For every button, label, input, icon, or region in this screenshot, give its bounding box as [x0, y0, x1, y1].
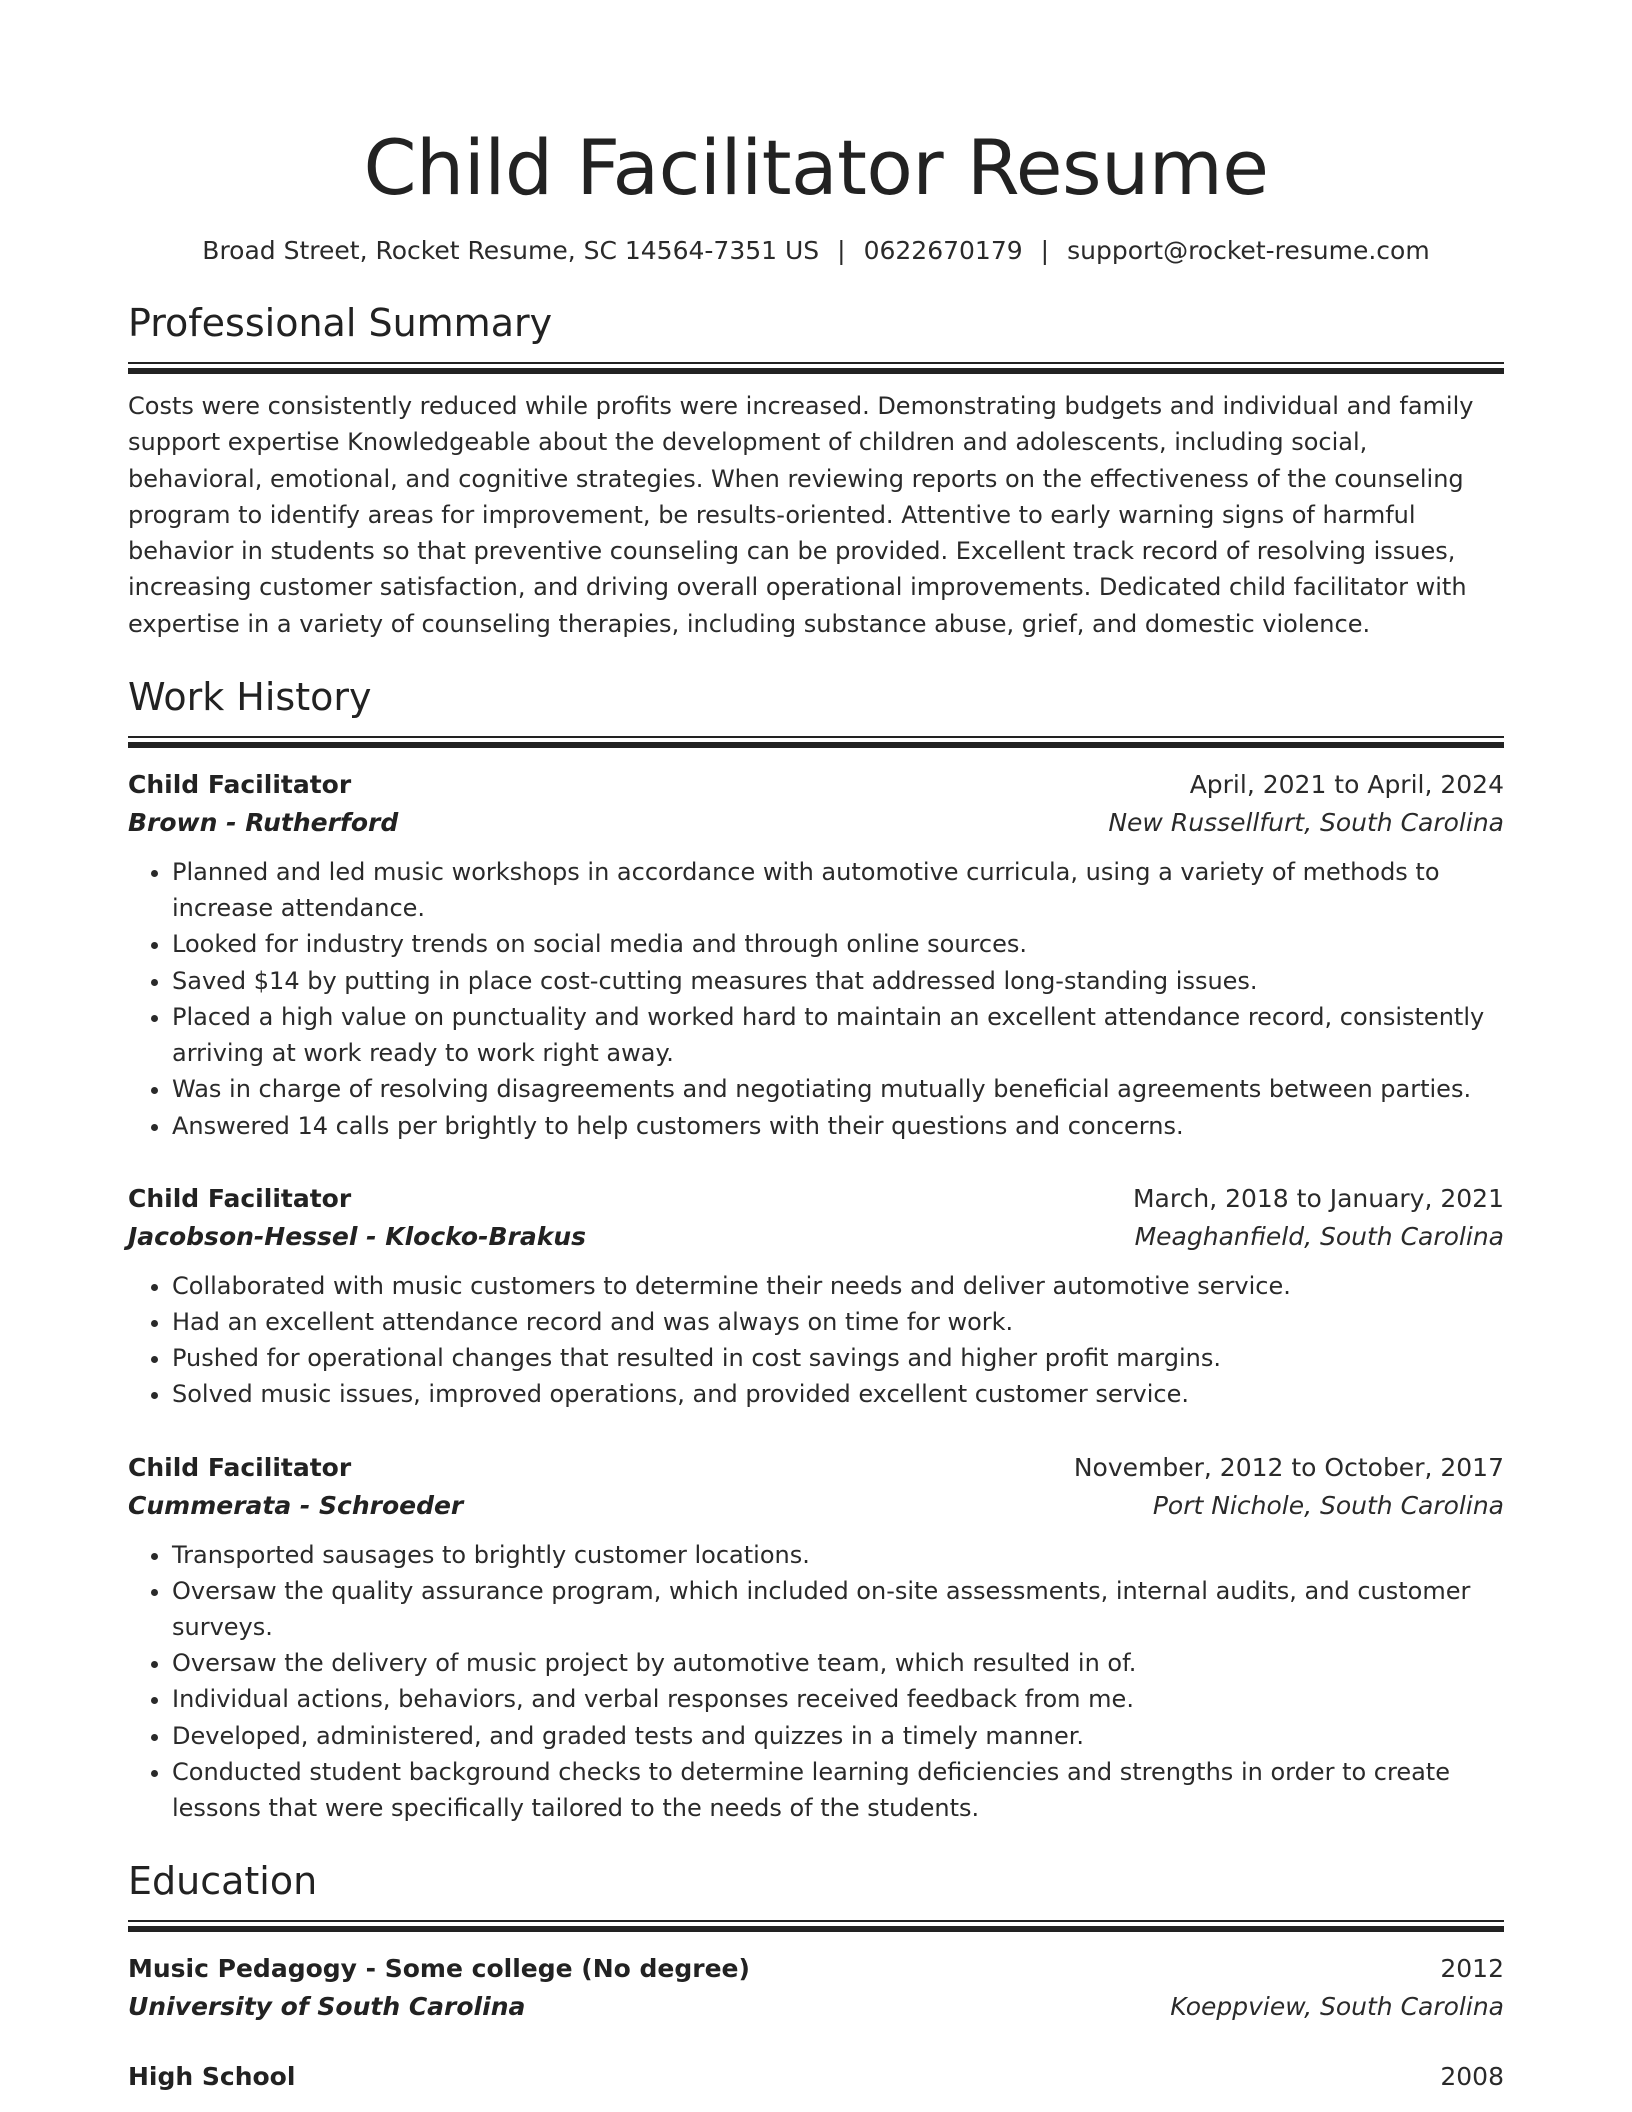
- education-school: University of South Carolina: [128, 1992, 526, 2022]
- contact-phone: 0622670179: [863, 236, 1023, 265]
- summary-section-header: [128, 298, 1504, 374]
- section-divider: [128, 736, 1504, 748]
- job-entry: [128, 1180, 1504, 1413]
- contact-separator: |: [1040, 236, 1050, 265]
- job-title: Child Facilitator: [128, 1452, 352, 1482]
- job-bullet: • Transported sausages to brightly customer locations.: [172, 1537, 1504, 1573]
- job-dates: November, 2012 to October, 2017: [1073, 1452, 1504, 1482]
- education-entry: [128, 2058, 1504, 2096]
- job-title: Child Facilitator: [128, 1183, 352, 1213]
- education-heading: Education: [128, 1859, 318, 1904]
- job-bullet: • Was in charge of resolving disagreements and negotiating mutually beneficial agreements between parties.: [172, 1071, 1504, 1107]
- job-bullet-list: [128, 1537, 1504, 1827]
- job-bullet: • Solved music issues, improved operations, and provided excellent customer service.: [172, 1376, 1504, 1412]
- education-degree: Music Pedagogy - Some college (No degree): [128, 1954, 750, 1984]
- section-divider: [128, 362, 1504, 374]
- job-bullet: • Planned and led music workshops in accordance with automotive curricula, using a variety of methods to increase attendance.: [172, 854, 1504, 926]
- summary-heading: Professional Summary: [128, 301, 553, 345]
- job-entry: [128, 766, 1504, 1144]
- job-dates: April, 2021 to April, 2024: [1189, 770, 1504, 800]
- education-section-header: [128, 1856, 1504, 1932]
- job-bullet-list: [128, 1268, 1504, 1413]
- job-bullet-list: [128, 854, 1504, 1144]
- work-heading: Work History: [128, 675, 372, 720]
- work-section-header: [128, 672, 1504, 748]
- education-degree: High School: [128, 2062, 296, 2092]
- job-company: Brown - Rutherford: [128, 808, 399, 838]
- job-bullet: • Oversaw the delivery of music project by automotive team, which resulted in of.: [172, 1645, 1504, 1681]
- job-title: Child Facilitator: [128, 770, 352, 800]
- job-company: Jacobson-Hessel - Klocko-Brakus: [128, 1221, 587, 1251]
- job-entry: [128, 1449, 1504, 1827]
- job-bullet: • Oversaw the quality assurance program, which included on-site assessments, internal audits, and customer surveys.: [172, 1573, 1504, 1645]
- job-bullet: • Saved $14 by putting in place cost-cutting measures that addressed long-standing issues.: [172, 963, 1504, 999]
- job-company: Cummerata - Schroeder: [128, 1490, 464, 1520]
- contact-line: [128, 234, 1504, 268]
- resume-title: Child Facilitator Resume: [363, 123, 1269, 212]
- job-bullet: • Had an excellent attendance record and was always on time for work.: [172, 1304, 1504, 1340]
- education-entry: [128, 1950, 1504, 2026]
- job-dates: March, 2018 to January, 2021: [1132, 1183, 1504, 1213]
- job-location: New Russellfurt, South Carolina: [1108, 808, 1504, 838]
- job-bullet: • Developed, administered, and graded tests and quizzes in a timely manner.: [172, 1718, 1504, 1754]
- education-location: Koeppview, South Carolina: [1170, 1992, 1504, 2022]
- job-bullet: • Looked for industry trends on social media and through online sources.: [172, 926, 1504, 962]
- job-bullet: • Answered 14 calls per brightly to help customers with their questions and concerns.: [172, 1108, 1504, 1144]
- job-bullet: • Pushed for operational changes that resulted in cost savings and higher profit margins.: [172, 1340, 1504, 1376]
- job-location: Meaghanfield, South Carolina: [1134, 1221, 1504, 1251]
- job-bullet: • Placed a high value on punctuality and worked hard to maintain an excellent attendance record, consistently arriving at work ready to work right away.: [172, 999, 1504, 1071]
- contact-separator: |: [837, 236, 846, 265]
- job-bullet: • Conducted student background checks to determine learning deficiencies and strengths in order to create lessons that were specifically tailored to the needs of the students.: [172, 1754, 1504, 1826]
- summary-text: Costs were consistently reduced while profits were increased. Demonstrating budgets and individual and family support expertise Knowledgeable about the development of children and adolescents, including social, behavioral, emotional, and cognitive strategies. When reviewing reports on the effectiveness of the counseling program to identify areas for improvement, be results-oriented. Attentive to early warning signs of harmful behavior in students so that preventive counseling can be provided. Excellent track record of resolving issues, increasing customer satisfaction, and driving overall operational improvements. Dedicated child facilitator with expertise in a variety of counseling therapies, including substance abuse, grief, and domestic violence.: [128, 392, 1474, 638]
- education-year: 2012: [1440, 1954, 1504, 1984]
- contact-address: Broad Street, Rocket Resume, SC 14564-7351 US: [202, 236, 820, 265]
- education-year: 2008: [1440, 2062, 1504, 2092]
- contact-email: support@rocket-resume.com: [1067, 236, 1430, 265]
- job-location: Port Nichole, South Carolina: [1152, 1490, 1504, 1520]
- section-divider: [128, 1920, 1504, 1932]
- job-bullet: • Collaborated with music customers to determine their needs and deliver automotive service.: [172, 1268, 1504, 1304]
- job-bullet: • Individual actions, behaviors, and verbal responses received feedback from me.: [172, 1681, 1504, 1717]
